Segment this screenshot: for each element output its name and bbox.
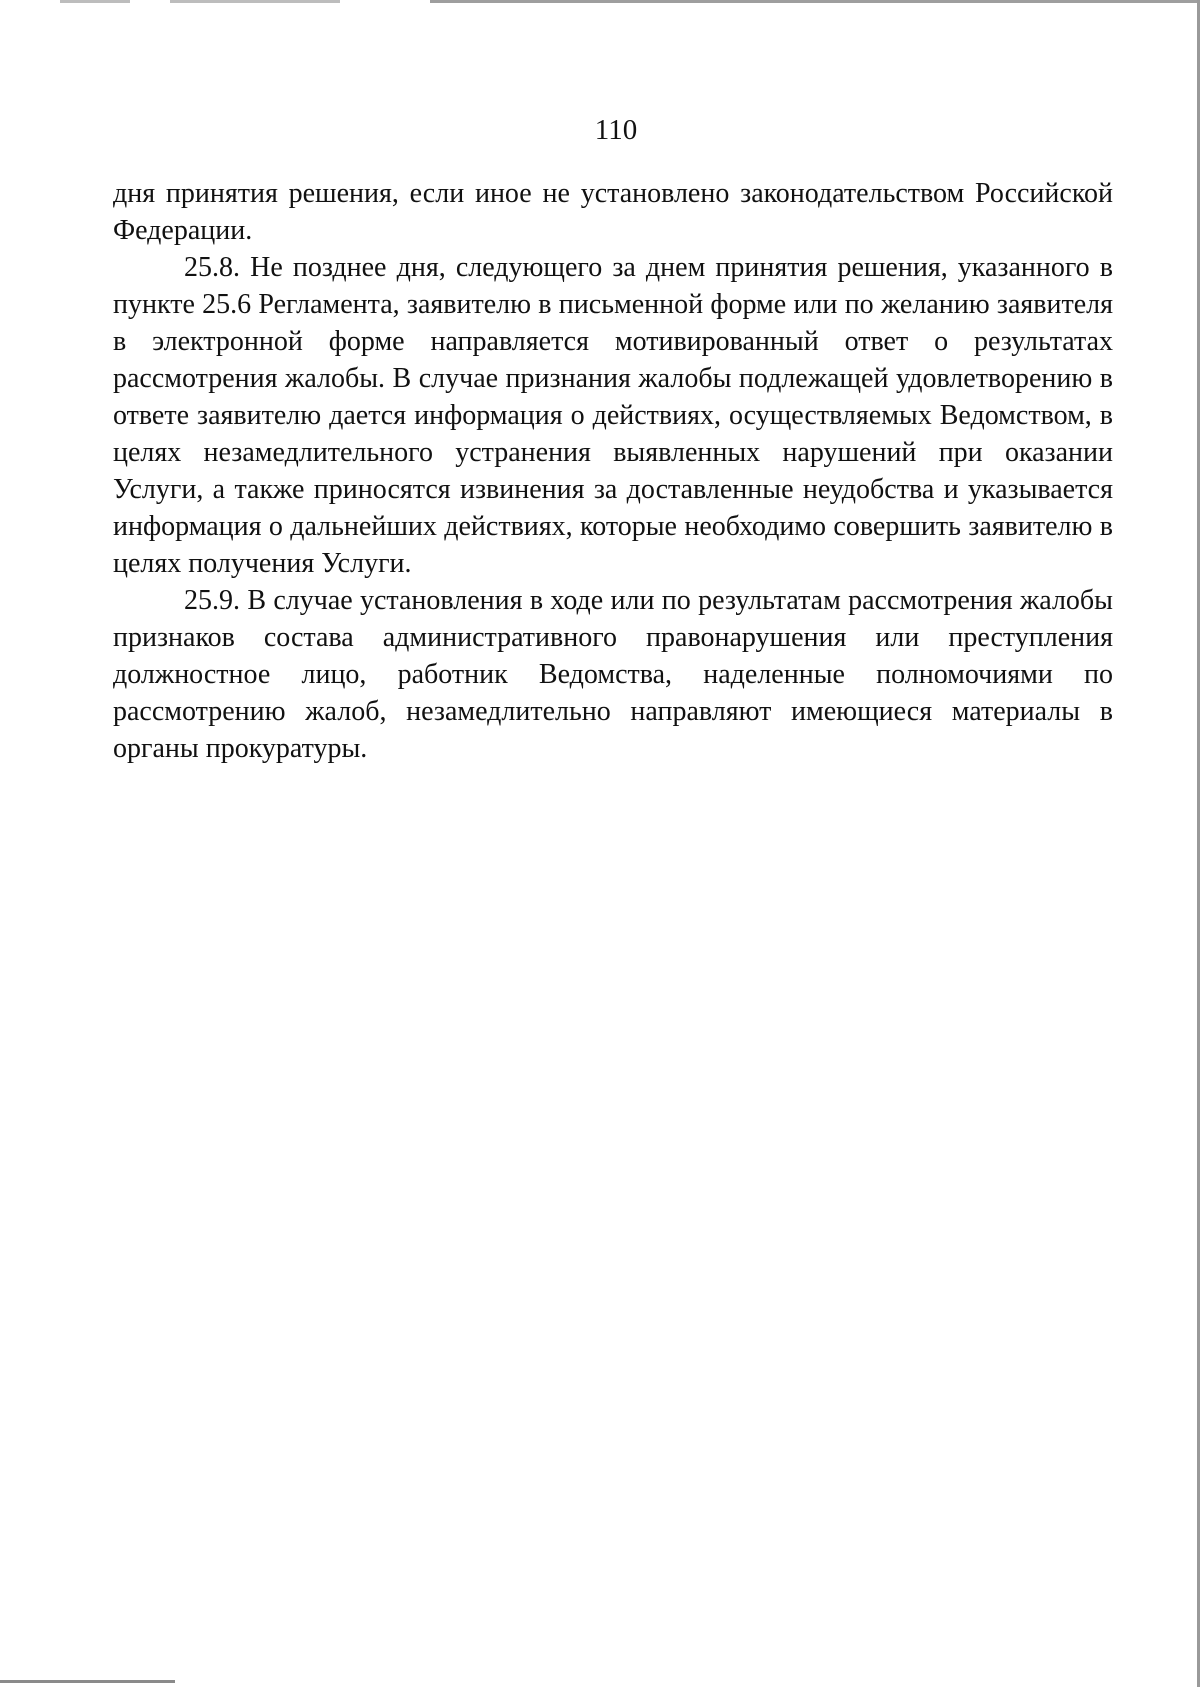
scan-edge-bottom — [0, 1680, 175, 1683]
page-number: 110 — [594, 114, 638, 146]
paragraph-25-8: 25.8. Не позднее дня, следующего за днем принятия решения, указанного в пункте 25.6 Регламента, заявителю в письменной форме или по желанию заявителя в электронной форме направляется мотивированный ответ о результатах рассмотрения жалобы. В случае признания жалобы подлежащей удовлетворению в ответе заявителю дается информация о действиях, осуществляемых Ведомством, в целях незамедлительного устранения выявленных нарушений при оказании Услуги, а также приносятся извинения за доставленные неудобства и указывается информация о дальнейших действиях, которые необходимо совершить заявителю в целях получения Услуги. — [113, 252, 1113, 579]
scan-edge-top — [0, 0, 1200, 3]
paragraph-25-9: 25.9. В случае установления в ходе или по результатам рассмотрения жалобы признаков состава административного правонарушения или преступления должностное лицо, работник Ведомства, наделенные полномочиями по рассмотрению жалоб, незамедлительно направляют имеющиеся материалы в органы прокуратуры. — [113, 585, 1113, 764]
paragraph-continuation: дня принятия решения, если иное не установлено законодательством Российской Федерации. — [113, 178, 1113, 246]
document-body — [113, 175, 1113, 767]
